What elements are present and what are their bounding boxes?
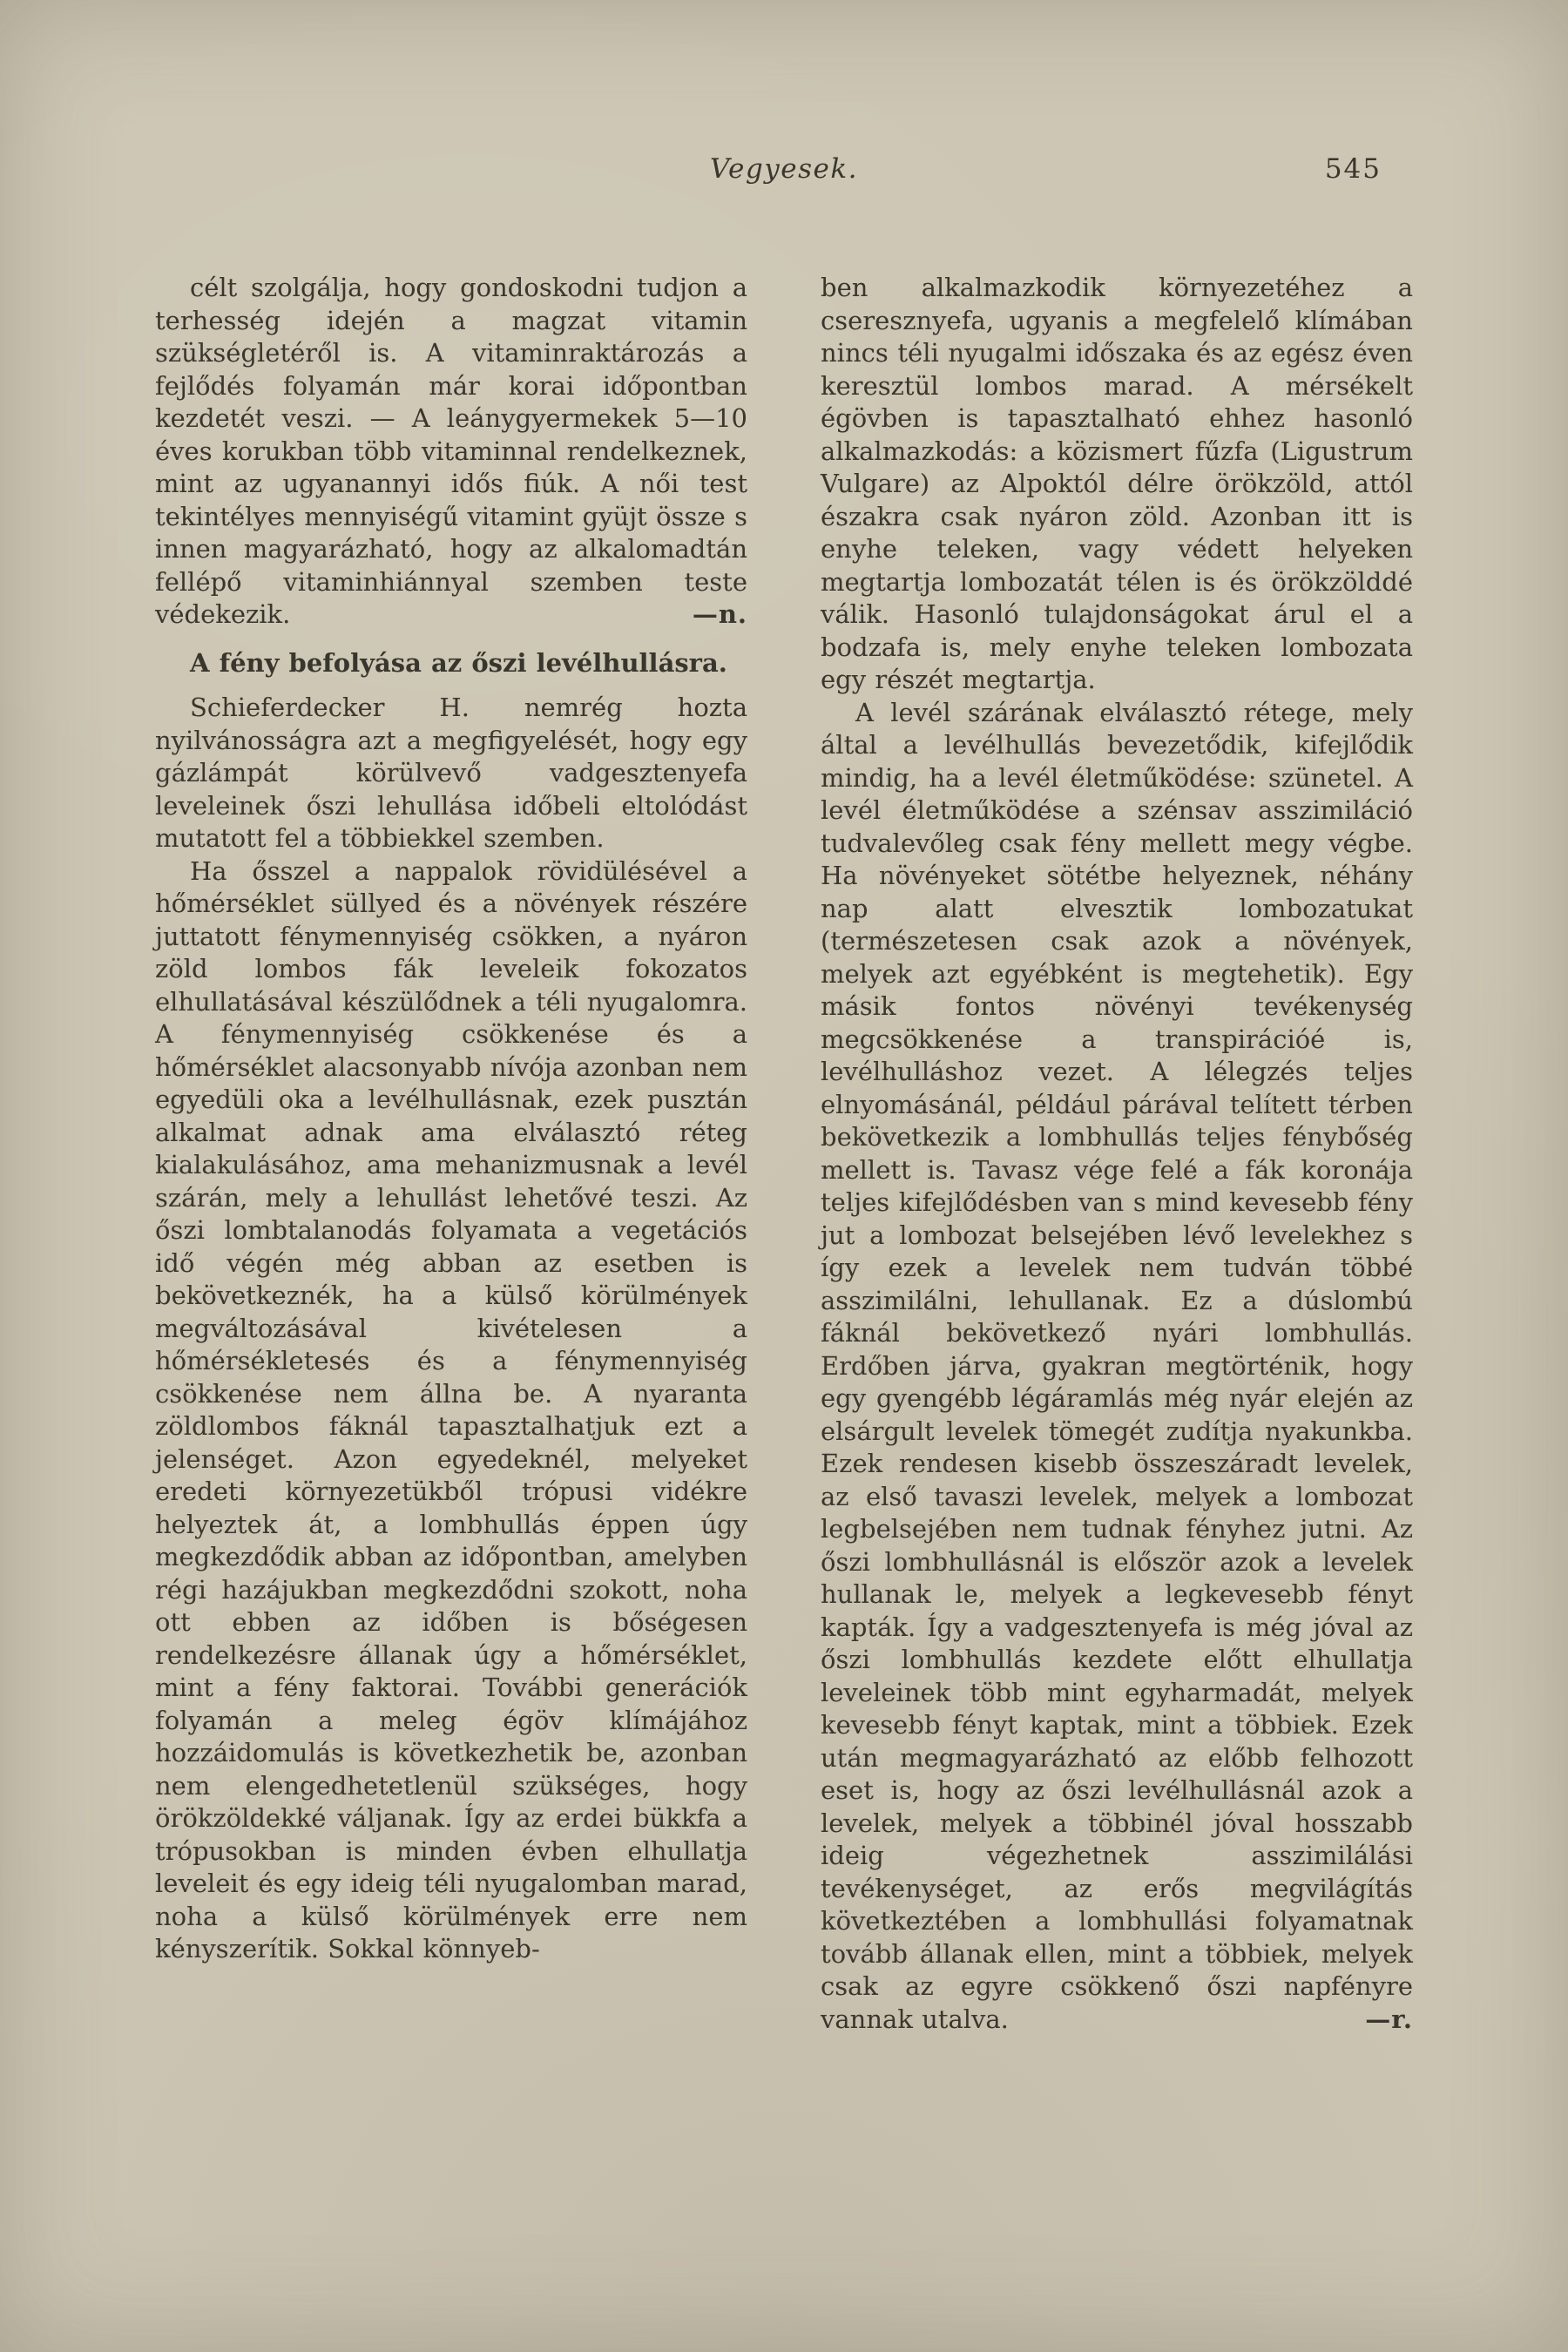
- paragraph-schieferdecker-observation: Schieferdecker H. nemrég hozta nyilvánosságra azt a megfigyelését, hogy egy gázlámpát körülvevő vadgesztenyefa leveleinek őszi lehullása időbeli eltolódást mutatott fel a többiekkel szemben.: [155, 693, 747, 853]
- running-title: Vegyesek.: [710, 153, 858, 185]
- text-columns: [155, 272, 1413, 2036]
- page-header: [155, 153, 1413, 192]
- paragraph-leaf-physiology-text: A levél szárának elválasztó rétege, mely által a levélhullás bevezetődik, kifejlődik mindig, ha a levél életműködése: szünetel. A levél életműködése a szénsav asszimiláció tudvalevőleg csak fény mellett megy végbe. Ha növényeket sötétbe helyeznek, néhány nap alatt elvesztik lombozatukat (természetesen csak azok a növények, melyek azt egyébként is megtehetik). Egy másik fontos növényi tevékenység megcsökkenése a transpirációé is, levélhulláshoz vezet. A lélegzés teljes elnyomásánál, például párával telített térben bekövetkezik a lombhullás teljes fénybőség mellett is. Tavasz vége felé a fák koronája teljes kifejlődésben van s mind kevesebb fény jut a lombozat belsejében lévő levelekhez s így ezek a levelek nem tudván többé asszimilálni, lehullanak. Ez a dúslombú fáknál bekövetkező nyári lombhullás. Erdőben járva, gyakran megtörténik, hogy egy gyengébb légáramlás még nyár elején az elsárgult levelek tömegét zudítja nyakunkba. Ezek rendesen kisebb összeszáradt levelek, az első tavaszi levelek, melyek a lombozat legbelsejében nem tudnak fényhez jutni. Az őszi lombhullásnál is először azok a levelek hullanak le, melyek a legkevesebb fényt kapták. Így a vadgesztenyefa is még jóval az őszi lombhullás kezdete előtt elhullatja leveleinek több mint egyharmadát, melyek kevesebb fényt kaptak, mint a többiek. Ezek után megmagyarázható az előbb felhozott eset is, hogy az őszi levélhullásnál azok a levelek, melyek a többinél jóval hosszabb ideig végezhetnek asszimilálási tevékenységet, az erős megvilágítás következtében a lombhullási folyamatnak tovább állanak ellen, mint a többiek, melyek csak az egyre csökkenő őszi napfényre vannak utalva.: [821, 697, 1413, 2034]
- left-column: [155, 272, 747, 2036]
- paragraph-vitamin-storage-text: célt szolgálja, hogy gondoskodni tudjon a terhesség idején a magzat vitamin szükségletéről is. A vitaminraktározás a fejlődés folyamán már korai időpontban kezdetét veszi. — A leánygyermekek 5—10 éves korukban több vitaminnal rendelkeznek, mint az ugyanannyi idős fiúk. A női test tekintélyes mennyiségű vitamint gyüjt össze s innen magyarázható, hogy az alkalomadtán fellépő vitaminhiánnyal szemben teste védekezik.: [155, 273, 747, 629]
- paragraph-autumn-leaf-fall-continued: ben alkalmazkodik környezetéhez a cseresznyefa, ugyanis a megfelelő klímában nincs téli nyugalmi időszaka és az egész éven keresztül lombos marad. A mérsékelt égövben is tapasztalható ehhez hasonló alkalmazkodás: a közismert fűzfa (Ligustrum Vulgare) az Alpoktól délre örökzöld, attól északra csak nyáron zöld. Azonban itt is enyhe teleken, vagy védett helyeken megtartja lombozatát télen is és örökzölddé válik. Hasonló tulajdonságokat árul el a bodzafa is, mely enyhe teleken lombozata egy részét megtartja.: [821, 273, 1413, 694]
- paragraph-vitamin-storage: [155, 272, 747, 632]
- paragraph-autumn-leaf-fall-left: Ha ősszel a nappalok rövidülésével a hőmérséklet süllyed és a növények részére juttatott fénymennyiség csökken, a nyáron zöld lombos fák leveleik fokozatos elhullatásával készülődnek a téli nyugalomra. A fénymennyiség csökkenése és a hőmérséklet alacsonyabb nívója azonban nem egyedüli oka a levélhullásnak, ezek pusztán alkalmat adnak ama elválasztó réteg kialakulásához, ama mehanizmusnak a levél szárán, mely a lehullást lehetővé teszi. Az őszi lombtalanodás folyamata a vegetációs idő végén még abban az esetben is bekövetkeznék, ha a külső körülmények megváltozásával kivételesen a hőmérsékletesés és a fénymennyiség csökkenése nem állna be. A nyaranta zöldlombos fáknál tapasztalhatjuk ezt a jelenséget. Azon egyedeknél, melyeket eredeti környezetükből trópusi vidékre helyeztek át, a lombhullás éppen úgy megkezdődik abban az időpontban, amelyben régi hazájukban megkezdődni szokott, noha ott ebben az időben is bőségesen rendelkezésre állanak úgy a hőmérséklet, mint a fény faktorai. További generációk folyamán a meleg égöv klímájához hozzáidomulás is következhetik be, azonban nem elengedhetetlenül szükséges, hogy örökzöldekké váljanak. Így az erdei bükkfa a trópusokban is minden évben elhullatja leveleit és egy ideig téli nyugalomban marad, noha a külső körülmények erre nem kényszerítik. Sokkal könnyeb-: [155, 855, 747, 1963]
- author-signature-n: —n.: [692, 599, 747, 629]
- right-column: [821, 272, 1413, 2036]
- paragraph-leaf-physiology: [821, 697, 1413, 2037]
- page-number: 545: [1324, 153, 1382, 185]
- author-signature-r: —r.: [1365, 2004, 1413, 2034]
- section-heading-leaf-fall: A fény befolyása az őszi levélhullásra.: [190, 647, 727, 678]
